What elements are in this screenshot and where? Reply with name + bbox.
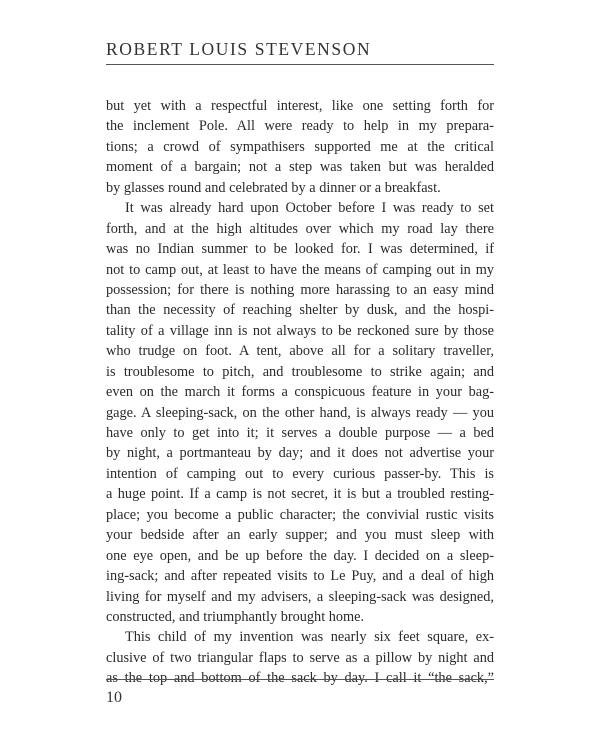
text-line: intention of camping out to every curious passer-by. This is (106, 465, 494, 482)
header-rule (106, 64, 494, 65)
text-line: living for myself and my advisers, a sleeping-sack was designed, (106, 588, 494, 605)
page-footer (106, 679, 494, 707)
text-line: by night, a portmanteau by day; and it does not advertise your (106, 445, 494, 462)
text-line: moment of a bargain; not a step was taken but was heralded (106, 159, 494, 176)
text-line: than the necessity of reaching shelter by dusk, and the hospi- (106, 302, 494, 319)
text-line: one eye open, and be up before the day. I decided on a sleep- (106, 547, 494, 564)
text-line: forth, and at the high altitudes over which my road lay there (106, 220, 494, 237)
text-line: tions; a crowd of sympathisers supported me at the critical (106, 138, 494, 155)
text-line: possession; for there is nothing more harassing to an easy mind (106, 281, 494, 298)
text-line: This child of my invention was nearly six feet square, ex- (125, 629, 494, 646)
page-header (106, 38, 494, 65)
text-line: constructed, and triumphantly brought home. (106, 608, 365, 625)
text-line: a huge point. If a camp is not secret, it is but a troubled resting- (106, 486, 494, 503)
text-line: clusive of two triangular flaps to serve as a pillow by night and (106, 649, 494, 666)
text-line: not to camp out, at least to have the means of camping out in my (106, 261, 494, 278)
text-line: gage. A sleeping-sack, on the other hand, is always ready — you (106, 404, 494, 421)
text-line: was no Indian summer to be looked for. I was determined, if (106, 241, 494, 258)
footer-rule (106, 679, 494, 680)
running-head: ROBERT LOUIS STEVENSON (106, 39, 372, 59)
page-number: 10 (106, 689, 122, 706)
text-line: who trudge on foot. A tent, above all for a solitary traveller, (106, 343, 494, 360)
text-line: ing-sack; and after repeated visits to Le Puy, and a deal of high (106, 568, 494, 585)
text-line: your bedside after an early supper; and you must sleep with (106, 527, 494, 544)
text-line: is troublesome to pitch, and troublesome to strike again; and (106, 363, 494, 380)
body-text (106, 96, 494, 689)
text-line: but yet with a respectful interest, like one setting forth for (106, 98, 494, 114)
text-line: have only to get into it; it serves a double purpose — a bed (106, 425, 494, 441)
text-line: as the top and bottom of the sack by day. I call it “the sack,” (106, 670, 494, 687)
text-line: even on the march it forms a conspicuous feature in your bag- (106, 384, 494, 401)
text-line: tality of a village inn is not always to be reckoned sure by those (106, 322, 494, 339)
text-line: place; you become a public character; the convivial rustic visits (106, 506, 494, 523)
text-line: by glasses round and celebrated by a dinner or a breakfast. (106, 179, 441, 196)
text-line: It was already hard upon October before I was ready to set (125, 200, 494, 217)
text-line: the inclement Pole. All were ready to help in my prepara- (106, 118, 494, 135)
